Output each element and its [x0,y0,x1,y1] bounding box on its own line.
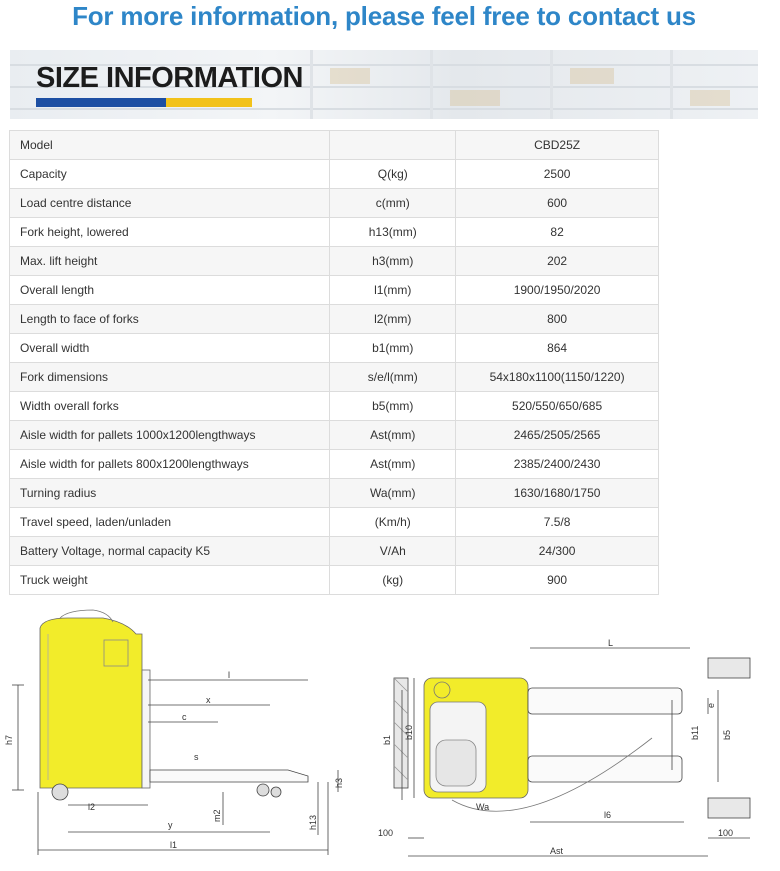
spec-label: Width overall forks [10,392,330,421]
spec-label: Overall width [10,334,330,363]
side-view-drawing [4,610,353,860]
dim-l1: l1 [170,840,178,850]
spec-label: Aisle width for pallets 800x1200lengthways [10,450,330,479]
dim-h7: h7 [4,734,14,745]
spec-row [10,160,659,189]
spec-label: Turning radius [10,479,330,508]
spec-unit: Ast(mm) [330,421,456,450]
spec-row [10,537,659,566]
spec-label: Max. lift height [10,247,330,276]
spec-unit: c(mm) [330,189,456,218]
dim-m2: m2 [212,809,222,822]
spec-row [10,276,659,305]
spec-table [9,130,659,595]
spec-label: Capacity [10,160,330,189]
spec-label: Model [10,131,330,160]
spec-value: 864 [456,334,659,363]
spec-value: CBD25Z [456,131,659,160]
size-information-banner [10,50,758,119]
spec-value: 24/300 [456,537,659,566]
contact-headline: For more information, please feel free to contact us [72,1,696,31]
spec-label: Aisle width for pallets 1000x1200lengthways [10,421,330,450]
spec-row [10,479,659,508]
dim-Wa: Wa [476,802,490,812]
spec-value: 1630/1680/1750 [456,479,659,508]
spec-label: Fork height, lowered [10,218,330,247]
dim-l: l [228,670,230,680]
spec-row [10,189,659,218]
spec-unit: l1(mm) [330,276,456,305]
spec-value: 2500 [456,160,659,189]
spec-row [10,566,659,595]
dim-L: L [608,638,614,648]
dim-b1: b1 [382,734,392,745]
spec-unit: b1(mm) [330,334,456,363]
dim-Ast: Ast [550,846,564,856]
spec-label: Battery Voltage, normal capacity K5 [10,537,330,566]
dim-l2: l2 [88,802,96,812]
spec-unit: Q(kg) [330,160,456,189]
spec-row [10,450,659,479]
spec-unit: h3(mm) [330,247,456,276]
spec-unit: V/Ah [330,537,456,566]
spec-row [10,363,659,392]
spec-row [10,218,659,247]
spec-value: 520/550/650/685 [456,392,659,421]
spec-row [10,421,659,450]
dim-b11: b11 [690,725,700,740]
spec-unit: (Km/h) [330,508,456,537]
spec-value: 202 [456,247,659,276]
top-view-drawing [372,610,757,862]
spec-unit: Wa(mm) [330,479,456,508]
spec-value: 1900/1950/2020 [456,276,659,305]
banner-underline-yellow [166,98,252,107]
dim-x: x [206,695,211,705]
spec-unit: s/e/l(mm) [330,363,456,392]
dim-c: c [182,712,187,722]
spec-unit: l2(mm) [330,305,456,334]
spec-value: 2385/2400/2430 [456,450,659,479]
spec-row [10,392,659,421]
dim-b5: b5 [722,729,732,740]
spec-row [10,334,659,363]
spec-value: 800 [456,305,659,334]
spec-unit: b5(mm) [330,392,456,421]
banner-title: SIZE INFORMATION [36,62,303,94]
dim-e: e [706,702,716,708]
spec-value: 600 [456,189,659,218]
spec-label: Overall length [10,276,330,305]
dim-y: y [168,820,173,830]
dim-h3: h3 [334,777,344,788]
spec-label: Truck weight [10,566,330,595]
spec-label: Length to face of forks [10,305,330,334]
dim-h13: h13 [308,814,318,830]
spec-unit: h13(mm) [330,218,456,247]
spec-row [10,131,659,160]
spec-value: 7.5/8 [456,508,659,537]
spec-row [10,247,659,276]
spec-unit: (kg) [330,566,456,595]
dim-s: s [194,752,199,762]
spec-value: 900 [456,566,659,595]
banner-underline-blue [36,98,166,107]
spec-value: 82 [456,218,659,247]
dim-b10: b10 [404,724,414,740]
spec-unit [330,131,456,160]
dim-right-clearance: 100 [718,828,734,838]
spec-row [10,508,659,537]
dim-l6: l6 [604,810,612,820]
spec-label: Fork dimensions [10,363,330,392]
spec-unit: Ast(mm) [330,450,456,479]
spec-row [10,305,659,334]
dim-left-clearance: 100 [378,828,394,838]
spec-label: Load centre distance [10,189,330,218]
spec-value: 2465/2505/2565 [456,421,659,450]
spec-label: Travel speed, laden/unladen [10,508,330,537]
spec-value: 54x180x1100(1150/1220) [456,363,659,392]
